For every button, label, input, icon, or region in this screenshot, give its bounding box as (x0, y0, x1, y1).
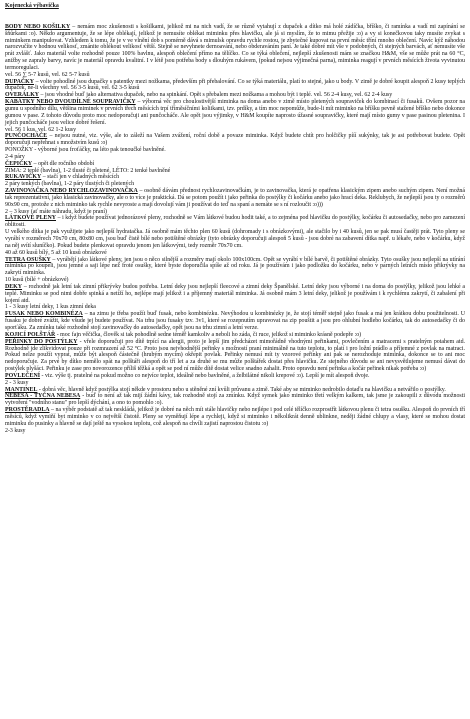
paragraph (5, 229, 465, 250)
paragraph-text: 40 až 60 kusů bílý, 5 až 10 kusů obrázkové (5, 249, 107, 256)
section-heading: RUKAVIČKY (5, 174, 42, 181)
paragraph (5, 339, 465, 373)
section-heading: PROSTĚRADLA (5, 407, 50, 414)
section-heading: FUSAK NEBO KOMBINÉZA (5, 311, 83, 318)
paragraph-text: - moc fajn věčička, člověk si tak pohodlně sedne téměř kamkoliv a neboli ho záda, či ruce, jelikož si miminko krásně podepře :o) (55, 331, 362, 338)
section-heading: OVERÁLKY (5, 92, 40, 99)
paragraph (5, 99, 465, 126)
paragraph-text: U velkého dítka je pak využijete jako nejlepší hydratačka. Já osobně mám těchto plen 60 kusů (dohromady i s obrázkovými), ale stačilo by i 40 kusů, jen se pak musí častěji prát. Tyto pleny se vyrábí v rozměrech 70x70 cm, 80x80 cm, jsou buď čistě bílé nebo potištěné obrázky (tyto obrázky doporučuji alespoň 5 kusů - jsou dobré na zabavení dítka např. u lékaře, nebo v kočárku, když na něj svítí sluníčko). Pokud budete plenkovat opravdu jenom jen látkovými, tedy rozměr 70x70 cm. (5, 229, 465, 249)
paragraph (5, 154, 465, 161)
paragraph-text: - vřele doporučuji pro dítě trpící na alergii, proto je lepší jim předcházet mimořádně vhodnými peřinkami, povlečením a matracemi s pratelným potahem atd. Rozhodně jde zlikvidovat pouze při rozmrazení až 52 °C. Proto jsou nejvhodnější peřinky s možností praní minimálně na tuto teplotu, to platí i pro ložní prádlo a příjemné z povlak na matraci. Pokud nelze použít vyprat, může být alespoň částečně (hrubým mycím) okřepit povlak. Peřinky nemusí mít ty vzorové peřinky ani pak se nerozhoduje miminka, dokonce se to ani moc nedoporučuje. Za prvé by dítko nemělo spát na polštáři alespoň do tří let a za druhé se mu může polštářek dostat přes hlavičku. Ze stejného důvodu se ani nevysvětlujeme nemusí dávat do postýlek plyšáci. Peřinku je zase pro novorozence příliš těžká a opět se pod ní může dítě dostat velice snadno zahalit. Proto opravdu není peřinka a kočár peřinek nikak potřeba :o) (5, 338, 465, 373)
section-heading: BODY NEBO KOŠILKY (5, 23, 71, 30)
paragraph-text: - viz. výše tj. pratelné na pokud možno co nejvíce teplot, ideálně nebo bavlněné, a želbilátné nikoli krepové :o). Lepší je mít alespoň dvoje. (40, 372, 370, 379)
paragraph (5, 188, 465, 209)
paragraph-text: vel. 56 1 kus, vel. 62 1-2 kusy (5, 126, 77, 133)
section-heading: DEKY (5, 283, 23, 290)
paragraph-text: – na výběr podstatě až tak neskládá, jelikož je dobré na něch mít stále hlavičky nebo nejlépe i pod celé tělíčko rozprostřít látkovou plenu či tetra osušku. Alespoň do prvních tří měsíců, když vymiňí byt miminko v co největší čistotě. Pleny se vyměňují lépe a rychleji, když si miminko i několikrát denně ublinkne, neději žádné chlupy a vlasy, které se mohou dostat miminku do pusinky a hlavně se dají ještě na vysokou teplotu, což alespoň na chvíli zajistí naprostou čistotu :o) (5, 407, 465, 427)
paragraph-text: – stačí jen v chladných měsících (41, 174, 120, 181)
paragraph (5, 428, 465, 435)
paragraph-text: – opět dle ročního období (32, 160, 95, 167)
paragraph-text: – volte pohodlné jsou dupačky s patentky mezi nožkama, především při přebalování. Co se týká materiálu, platí to stejné, jako u body. V zimě je dobré koupit alespoň 2 kusy teplých dupaček, ne-li všechny vel. 56 3-5 kusů, vel. 62 3-5 kusů (5, 78, 465, 92)
section-heading: LÁTKOVÉ PLENY (5, 215, 56, 222)
paragraph-text: - buď to není až tak mijí žádní kávy, tak rozhodně stojí za zmínku. Když symek jako miminko třetí velkým kalkem, tak jsme je zakoupili z důvodu možnosti vytvoření "vodního stanu" pro lepší dýchání, a ono to pomohlo :o). (5, 393, 465, 407)
section-heading: ZAVINOVAČKA NEBO RYCHLOZAVINOVAČKA (5, 188, 138, 195)
section-heading: DUPAČKY (5, 78, 35, 85)
paragraph (5, 407, 465, 428)
paragraph-text: 2-4 páry (5, 153, 25, 160)
paragraph (5, 79, 465, 93)
section-heading: POVLEČENÍ (5, 372, 41, 379)
paragraph-text: 2 páry tenkých (bavlna), 1-2 páry tlustých či pletených (5, 181, 135, 188)
section-heading: PUNČOCHÁČE (5, 133, 48, 140)
paragraph-text: - dobrá věc, hlavně když postýlka stojí někde v prostoru nebo u stěněné zní kvůli průvanu a zimě. Také aby se miminko nedrobilo dotaďu na hlavičku a netvářilo o postýlky. (37, 386, 446, 393)
paragraph-text: – rozhodně jak letní tak zimní přikrývky budou potřeba. Letní deky jsou nejlepší fleecové a zimní deky Španělské. Letní deky jsou výborné i na doma do postýlky, jelikož jsou lehké a teplé. Miminku se pod nimi dobře spinká a netíží ho, nejlépe mají jelikož i a příjemný materiál miminka. Já osobně mám 3 letní deky, jelikož je používám i k rychlému zakrytí, či zabalení při kojení atd. (5, 283, 465, 304)
paragraph-text: – výborná věc pro choulostivější miminka na doma anebo v zimě místo pletených soupraviček do kombinací či fusaků. Ovšem pozor na gumu u spodního dílu, většina miminek v prvních třech měsících trpí tříměsíčními koliikami, tzv. prdíky, a tím moc nepomůže, bude-li mít miminko na bříšku pevně stažené bříško nebo dokonce gumou v pase. Z tohoto důvodu proto moc nedoporučuji ani punčocháče. Ale opět jsou výjimky, v H&M koupíte naprosto úžasné soupravičky, které mají místo gumy v pase pasinou pletenina. I jejich punčocháče jsou velice dobré řešení. (5, 99, 465, 126)
paragraph-text: vel. 56 ∑ 5-7 kusů, vel. 62 5-7 kusů (5, 71, 90, 78)
paragraph (5, 277, 465, 284)
paragraph-text: 10 kusů (bílé + obrázkové) (5, 277, 69, 284)
section-heading: PEŘINKY DO POSTÝLKY (5, 338, 78, 345)
section-heading: MANTINEL (5, 386, 38, 393)
paragraph (5, 161, 465, 168)
section-heading: NEBESA - TYČNA NEBESA (5, 393, 81, 400)
section-heading: KABÁTKY NEBO DVOUDÍLNÉ SOUPRAVIČKY (5, 99, 136, 106)
paragraph (5, 250, 465, 257)
paragraph-text: ZIMA: 2 teplé (bavlna), 1-2 tlusté či pletené, LÉTO: 2 tenké bavlněné (5, 167, 171, 174)
section-heading: KOJICÍ POLŠTÁŘ (5, 331, 56, 338)
paragraph-text: PONOŽKY - výborné jsou froťáčky, na léto pak tenoučké bavlněné. (5, 147, 166, 154)
paragraph (5, 393, 465, 407)
paragraph (5, 311, 465, 332)
paragraph (5, 133, 465, 147)
section-heading: ČEPIČKY (5, 160, 33, 167)
paragraph (5, 373, 465, 380)
paragraph (5, 284, 465, 305)
paragraph-text: 2 - 3 kusy (5, 379, 29, 386)
section-heading: TETRA OSUŠKY (5, 256, 51, 263)
paragraph-text: – osobně dávám přednost rychlozavinovačkám, je to zavinovačka, která je opatřena klasickým zipem anebo suchým zipem. Není možná tak reprezentativní, jako klasická zavinovačky, ale o to více je praktická. Dá se potom použít i jako peřinka do postýlky či kočárku anebo jako hrací deka. Reklubych, že nejlepší jsou ty o rozměrů 90x90 cm, protože z nich miminko tak rychle nevyroste a mají dovolují vám ji používat do teď na spaní a nemáte se s ní rozloučit :o))) (5, 188, 465, 208)
paragraph-text: 2 – 3 kusy (ať máte náhradu, když je praní) (5, 208, 107, 215)
paragraph-text: – i když budete používat jednorázové pleny, rozhodně se Vám látkové budou hodit také, a to zejména pod hlavičku do postýlky, kočárku či autosedačky, nebo pro zamezení oblitosti. (5, 215, 465, 229)
paragraph-text: 2-3 kusy (5, 427, 26, 434)
paragraph (5, 215, 465, 229)
paragraph (5, 332, 465, 339)
page-title: Kojenecká výbavička (5, 3, 59, 9)
paragraph (5, 147, 465, 154)
paragraph-text: – nejsou nutné, viz. výše, ale to záleží na Vašem zvážení, roční době a povaze miminka. Když budete chtít pro holčičky pííí sukýnky, tak je asi potřebovat budete. Opět doporučuji nepřehnat s množstvím kusů :o) (5, 133, 465, 147)
paragraph (5, 257, 465, 278)
paragraph-list (5, 24, 465, 435)
paragraph-text: – vyrábějí jako látkové pleny, jen jsou o něco silnější a rozměry mají okolo 100x100cm. Opět se vyrábí v bílé barvě, či potištěné obrázky. Tyto osušky jsou nejlepší na utírání miminka po koupeli, jsou jemné a saji lépe než froté osušky, které byste doporučila spíše až od roku. Já je používám i jako podložku do kočárku, nebo v parných letních místo přikrývky na zakrytí miminka. (5, 256, 466, 277)
paragraph (5, 24, 465, 72)
paragraph (5, 380, 465, 387)
paragraph-text: – jsou vhodné buď jako alternativa dupaček, nebo na spinkání. Opět s přebalem mezi nožkama a mohou být i teplé. vel. 56 2-4 kusy, vel. 62 2-4 kusy (39, 92, 393, 99)
paragraph-text: – na zimu je třeba použít buď fusak, nebo kombinézku. Nevýhodou u kombinézky je, že stojí téměř stejně jako fusak a má jen krátkou dobu použitelnosti. U fusaku je dobré zvážit, kde všude jej budete používat. Na trhu jsou fusaky tzv. 3v1, které se rozepnutím upravovat na zip pouštit a jsou pro ohlubní hodlebo kočárku, tak do autosedačky či do sporťáku. Za zmínku také rozhodně stojí zavinovačky do autosedačky, opět jsou na trhu zimní a letní verze. (5, 311, 465, 331)
paragraph-text: 1 - 3 kusy letní deky, 1 kus zimní deka (5, 304, 96, 311)
paragraph-text: – nemám moc zkušenosti s košilkami, jelikož mi na nich vadí, že se různě vytahují z dupaček a dítko má holé zádíčka, bříško, či ramínka a vadí mi zapínání se šňůrkami :o). Někdo argumentuje, že se lépe oblékají, jelikož je nemusíte oblékat miminku přes hlavičku, ale já si myslím, že to mimu přežije :o) a vy si konečkovou taky musíte zvykat s miminkem manipulovat. Vzhledem k tomu, že je v ve vlnění dob s pomérně dává s mimulsk opravdu rychle rostou, je zbytečné kupovat na první měsíc tříní mnoho oblečení. Navíc kýž náhodou narozvučíte v hodnou velikosť, zmánite oblékout velikosť větší. Stejně se nevyhnete dernoavání, nebo obderaváním paní. Je také dobré mít vše v podobných, či stejných barvách, ať nemusíte vše prát zvlášť. Jako materiál volte rozhodně pouze 100% bavlnu, alespoň oblečení přímo na tělíčko. Co se týká oblečení, nejlepší zkušenosti mám se značkou H&M, vše se může prát na 60 °C, anižby se zapraly barvy, navíc je materiál opravdu kvalitní. I v létě jsou potřeba body s dlouhým rukávem, (pokud nejsou výjimečná parna), miminka reagují v prvních měsících života vyvinutou termoregulaci. (5, 23, 466, 71)
paragraph (5, 72, 465, 79)
